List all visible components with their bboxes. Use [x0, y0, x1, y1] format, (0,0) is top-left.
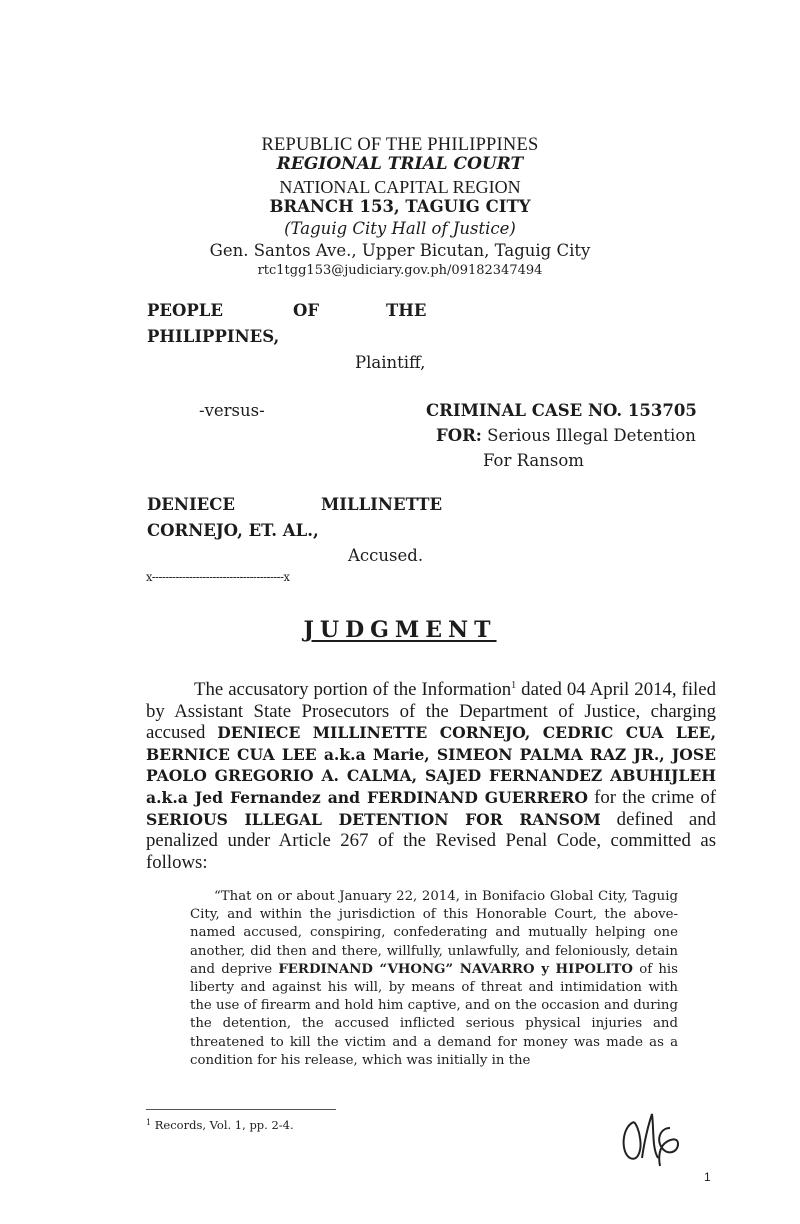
header-address: Gen. Santos Ave., Upper Bicutan, Taguig City [209, 241, 591, 260]
caption-separator: x---------------------------------------x [146, 570, 290, 584]
plaintiff-role: Plaintiff, [355, 353, 426, 372]
versus-label: -versus- [199, 401, 265, 420]
footnote-ref: 1 [511, 680, 517, 691]
footnote-divider [146, 1109, 336, 1110]
body-text-4: defined and penalized under Article 267 of the Revised Penal Code, committed as follows: [146, 808, 717, 873]
footnote-text: Records, Vol. 1, pp. 2-4. [154, 1118, 294, 1132]
header-branch: BRANCH 153, TAGUIG CITY [269, 197, 531, 216]
accused-word-2: MILLINETTE [321, 495, 443, 514]
plaintiff-word-2: OF [293, 301, 320, 320]
header-republic: REPUBLIC OF THE PHILIPPINES [261, 135, 539, 155]
case-for-text: Serious Illegal Detention [487, 426, 696, 445]
judgment-title-wrap [0, 617, 800, 643]
victim-name: FERDINAND “VHONG” NAVARRO y HIPOLITO [278, 961, 633, 977]
body-text-1: The accusatory portion of the Information [194, 679, 512, 700]
plaintiff-word-1: PEOPLE [147, 301, 223, 320]
body-text-2: dated 04 April 2014, filed by Assistant State Prosecutors of the Department of Justice, charging accused [146, 679, 716, 744]
plaintiff-word-3: THE [386, 301, 427, 320]
accused-role: Accused. [348, 546, 424, 565]
header-court: REGIONAL TRIAL COURT [276, 154, 524, 174]
header-contact: rtc1tgg153@judiciary.gov.ph/09182347494 [257, 263, 543, 278]
case-number: CRIMINAL CASE NO. 153705 [426, 401, 697, 420]
footnote [146, 1118, 294, 1132]
crime-name: SERIOUS ILLEGAL DETENTION FOR RANSOM [146, 809, 601, 829]
body-text-3: for the crime of [587, 786, 716, 808]
case-for-text-2: For Ransom [483, 451, 584, 470]
information-quote [190, 888, 678, 1070]
handwritten-initials [612, 1100, 692, 1180]
page-number: 1 [704, 1170, 711, 1184]
footnote-marker: 1 [146, 1118, 152, 1127]
accused-line-2: CORNEJO, ET. AL., [147, 521, 319, 540]
accused-names: DENIECE MILLINETTE CORNEJO, CEDRIC CUA LEE, BERNICE CUA LEE a.k.a Marie, SIMEON PALMA RAZ JR., JOSE PAOLO GREGORIO A. CALMA, SAJED FERNANDEZ ABUHIJLEH a.k.a Jed Fernandez and FERDINAND GUERRERO [146, 723, 716, 807]
case-for-line [436, 428, 696, 445]
case-for-label: FOR: [436, 426, 482, 445]
header-hall: (Taguig City Hall of Justice) [284, 219, 516, 238]
judgment-title: JUDGMENT [303, 617, 497, 643]
header-region: NATIONAL CAPITAL REGION [279, 177, 521, 197]
plaintiff-line-2: PHILIPPINES, [147, 327, 280, 346]
accused-word-1: DENIECE [147, 495, 235, 514]
accusatory-paragraph [146, 679, 716, 873]
quote-text-1: “That on or about January 22, 2014, in Bonifacio Global City, Taguig City, and within the jurisdiction of this Honorable Court, the above-named accused, conspiring, confederating and mutually helping one another, did then and there, willfully, unlawfully, and feloniously, detain and deprive [190, 889, 678, 977]
quote-text-2: of his liberty and against his will, by means of threat and intimidation with the use of firearm and hold him captive, and on the occasion and during the detention, the accused inflicted serious physical injuries and threatened to kill the victim and a demand for money was made as a condition for his release, which was initially in the [190, 961, 678, 1068]
